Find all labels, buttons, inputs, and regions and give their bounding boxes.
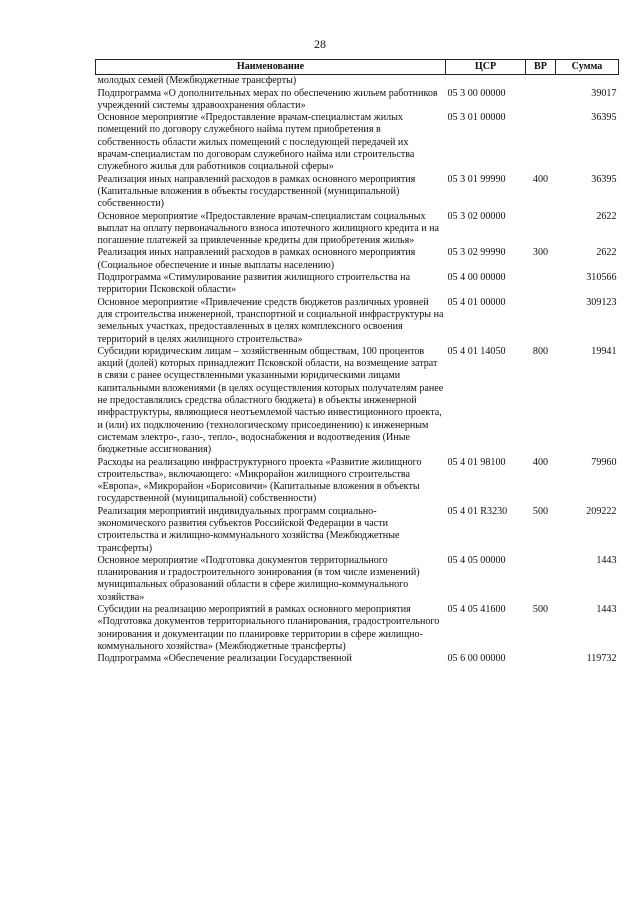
row-name: Реализация иных направлений расходов в рамках основного мероприятия (Капитальные вложения в объекты государственной (муниципальной) собственности): [97, 173, 416, 210]
row-csr: 05 4 00 00000: [447, 272, 506, 284]
table-row: [96, 457, 619, 506]
row-csr: 05 4 01 R3230: [447, 505, 508, 517]
row-name: Подпрограмма «Обеспечение реализации Государственной: [97, 653, 352, 665]
row-name: Расходы на реализацию инфраструктурного проекта «Развитие жилищного строительства», включающего: «Микрорайон жилищного строительства «Европа», «Микрорайон «Борисовичи» (Капитальные вложения в объекты государственной (муниципальной) собственности): [97, 456, 422, 505]
row-sum: 36395: [591, 112, 617, 124]
table-row: [96, 653, 619, 665]
table-row: [96, 555, 619, 604]
row-vr: 300: [532, 247, 549, 259]
row-sum: [556, 75, 619, 88]
row-csr: 05 3 00 00000: [447, 87, 506, 99]
row-vr: [526, 88, 556, 113]
row-sum: 119732: [586, 653, 617, 665]
row-name: Реализация иных направлений расходов в рамках основного мероприятия (Социальное обеспечение и иные выплаты населению): [97, 247, 416, 271]
row-vr: [526, 211, 556, 248]
row-sum: 309123: [586, 296, 617, 308]
table-row: [96, 211, 619, 248]
page-number: 28: [314, 37, 326, 51]
table-row: [96, 75, 619, 88]
row-csr: 05 3 02 99990: [447, 247, 506, 259]
table-row: [96, 346, 619, 457]
row-vr: [526, 555, 556, 604]
table-row: [96, 604, 619, 653]
table-row: [96, 272, 619, 297]
row-csr: 05 4 01 14050: [447, 345, 506, 357]
table-row: [96, 174, 619, 211]
row-sum: 79960: [591, 456, 617, 468]
row-csr: 05 4 01 98100: [447, 456, 506, 468]
table-body: [96, 75, 619, 666]
table-row: [96, 88, 619, 113]
row-sum: 1443: [596, 604, 617, 616]
row-name: Подпрограмма «Стимулирование развития жилищного строительства на территории Псковской области»: [97, 272, 411, 296]
column-header-sum: Сумма: [556, 60, 619, 75]
table-header-row: [96, 60, 619, 75]
row-sum: 39017: [591, 87, 617, 99]
row-name: Подпрограмма «О дополнительных мерах по обеспечению жильем работников учреждений системы здравоохранения области»: [97, 87, 438, 111]
row-csr: 05 4 05 41600: [447, 604, 506, 616]
row-sum: 1443: [596, 554, 617, 566]
row-sum: 2622: [596, 247, 617, 259]
row-vr: 400: [532, 173, 549, 185]
row-vr: [526, 272, 556, 297]
row-name: Основное мероприятие «Предоставление врачам-специалистам социальных выплат на оплату первоначального взноса ипотечного жилищного кредита и на погашение платежей за привлеченные кредиты для приобретения жилья»: [97, 210, 440, 247]
row-name: Субсидии юридическим лицам – хозяйственным обществам, 100 процентов акций (долей) которых принадлежит Псковской области, на возмещение затрат в связи с ранее осуществленными указанными юридическими лицами капитальными вложениями (в целях осуществления которых получателям ранее не предоставлялись средства областного бюджета) в объекты инженерной инфраструктуры, являющиеся неотъемлемой частью инвестиционного проекта, и (или) их подключению (технологическому присоединению) к инженерным системам электро-, газо-, тепло-, водоснабжения и водоотведения (Иные бюджетные ассигнования): [97, 345, 444, 456]
row-vr: [526, 653, 556, 665]
row-vr: [526, 112, 556, 173]
row-name: Основное мероприятие «Привлечение средств бюджетов различных уровней для строительства инженерной, транспортной и социальной инфраструктуры на земельных участках, предоставленных в целях комплексного освоения территорий в целях жилищного строительства»: [97, 296, 444, 345]
row-vr: 400: [532, 456, 549, 468]
row-csr: 05 6 00 00000: [447, 653, 506, 665]
table-row: [96, 247, 619, 272]
row-vr: 500: [532, 604, 549, 616]
row-sum: 36395: [591, 173, 617, 185]
column-header-name: Наименование: [96, 60, 446, 75]
budget-table: [95, 59, 619, 666]
row-name: молодых семей (Межбюджетные трансферты): [97, 75, 297, 87]
row-csr: 05 3 01 00000: [447, 112, 506, 124]
row-vr: 500: [532, 505, 549, 517]
row-name: Основное мероприятие «Предоставление врачам-специалистам жилых помещений по договору служебного найма путем приобретения в собственность области жилых помещений с последующей передачей их врачам-специалистам по договорам служебного найма или строительства служебного жилья для работников социальной сферы»: [97, 112, 415, 173]
column-header-vr: ВР: [526, 60, 556, 75]
row-name: Основное мероприятие «Подготовка документов территориального планирования и градостроительного зонирования (в том числе изменений) муниципальных образований области в сфере жилищно-коммунального хозяйства»: [97, 554, 420, 603]
row-sum: 310566: [586, 272, 617, 284]
row-csr: 05 4 05 00000: [447, 554, 506, 566]
table-row: [96, 297, 619, 346]
row-vr: [526, 75, 556, 88]
row-csr: 05 4 01 00000: [447, 296, 506, 308]
row-csr: [446, 75, 526, 88]
row-sum: 19941: [591, 345, 617, 357]
row-csr: 05 3 01 99990: [447, 173, 506, 185]
column-header-csr: ЦСР: [446, 60, 526, 75]
row-sum: 209222: [586, 505, 617, 517]
row-vr: [526, 297, 556, 346]
row-vr: 800: [532, 345, 549, 357]
table-row: [96, 506, 619, 555]
row-csr: 05 3 02 00000: [447, 210, 506, 222]
row-name: Субсидии на реализацию мероприятий в рамках основного мероприятия «Подготовка документов территориального планирования, градостроительного зонирования и документации по планировке территории в сфере жилищно-коммунального хозяйства» (Межбюджетные трансферты): [97, 604, 440, 652]
row-name: Реализация мероприятий индивидуальных программ социально-экономического развития субъектов Российской Федерации в части строительства и жилищно-коммунального хозяйства (Межбюджетные трансферты): [97, 505, 400, 554]
table-row: [96, 112, 619, 173]
row-sum: 2622: [596, 210, 617, 222]
